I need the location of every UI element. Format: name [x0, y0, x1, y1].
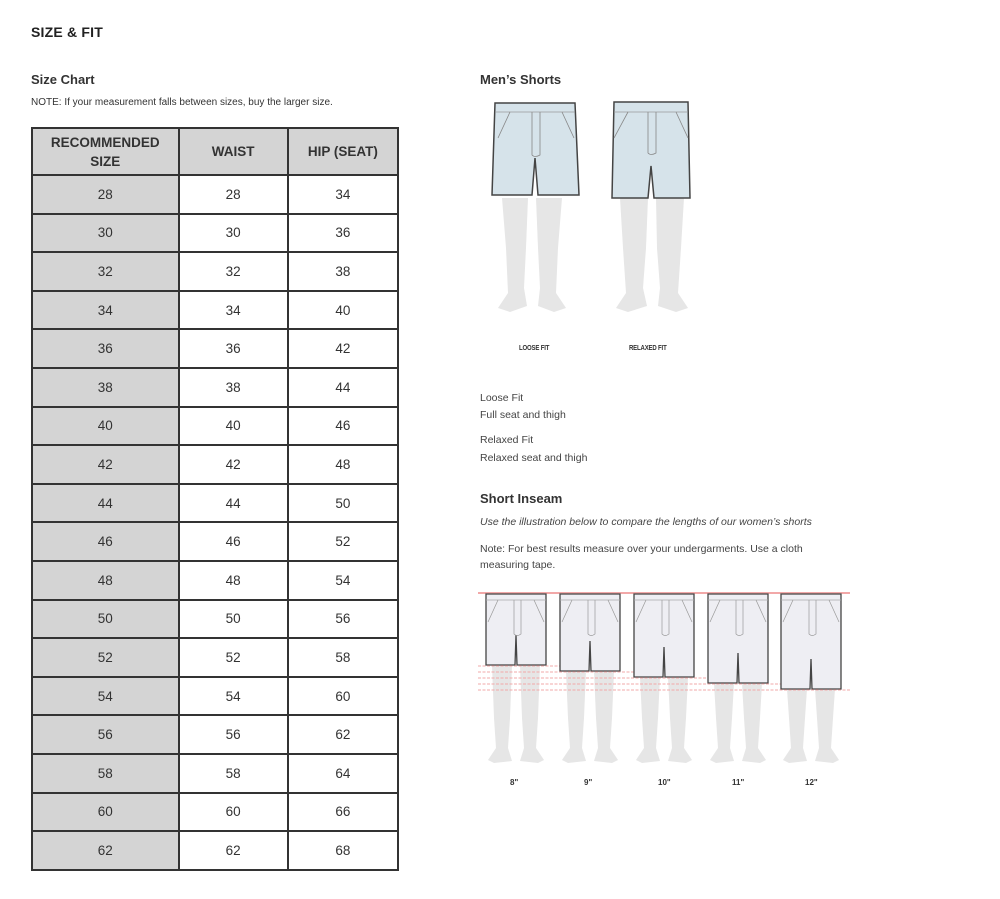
table-header-row [32, 128, 398, 175]
leg-silhouette [742, 683, 766, 763]
cell-hip: 40 [288, 291, 398, 330]
loose-shorts-icon [492, 103, 579, 195]
inseam-note: Note: For best results measure over your undergarments. Use a cloth measuring tape. [480, 543, 803, 571]
cell-waist: 40 [179, 407, 288, 446]
cell-hip: 36 [288, 214, 398, 253]
cell-recommended-size: 48 [32, 561, 179, 600]
cell-waist: 30 [179, 214, 288, 253]
cell-waist: 52 [179, 638, 288, 677]
cell-hip: 34 [288, 175, 398, 214]
cell-recommended-size: 40 [32, 407, 179, 446]
cell-hip: 52 [288, 522, 398, 561]
cell-hip: 64 [288, 754, 398, 793]
table-row [32, 561, 398, 600]
loose-fit-figure [492, 103, 579, 312]
cell-waist: 58 [179, 754, 288, 793]
leg-silhouette [710, 683, 734, 763]
cell-waist: 54 [179, 677, 288, 716]
leg-silhouette [562, 671, 586, 763]
cell-recommended-size: 50 [32, 600, 179, 639]
inseam-title: Short Inseam [480, 491, 563, 506]
table-row [32, 368, 398, 407]
inseam-instruction: Use the illustration below to compare the lengths of our women’s shorts [480, 516, 812, 528]
table-row [32, 407, 398, 446]
table-row [32, 522, 398, 561]
relaxed-fit-name: Relaxed Fit [480, 434, 534, 446]
header-label: RECOMMENDED SIZE [50, 134, 160, 169]
cell-waist: 50 [179, 600, 288, 639]
cell-waist: 48 [179, 561, 288, 600]
relaxed-shorts-icon [612, 102, 690, 198]
inseam-shorts-icon [486, 594, 546, 665]
cell-waist: 60 [179, 793, 288, 832]
cell-recommended-size: 32 [32, 252, 179, 291]
cell-recommended-size: 62 [32, 831, 179, 870]
leg-silhouette [520, 665, 544, 763]
leg-silhouette [783, 689, 807, 763]
cell-recommended-size: 46 [32, 522, 179, 561]
header-recommended-size [32, 128, 179, 175]
inseam-illustration [478, 588, 850, 768]
loose-fit-name: Loose Fit [480, 392, 524, 404]
table-row [32, 484, 398, 523]
cell-waist: 56 [179, 715, 288, 754]
cell-hip: 56 [288, 600, 398, 639]
cell-recommended-size: 44 [32, 484, 179, 523]
inseam-shorts-icon [781, 594, 841, 689]
mens-shorts-title: Men’s Shorts [480, 72, 562, 87]
size-chart-title: Size Chart [31, 72, 95, 87]
inseam-length-label: 12" [805, 778, 818, 787]
fit-illustrations [480, 98, 710, 328]
table-row [32, 291, 398, 330]
cell-waist: 36 [179, 329, 288, 368]
inseam-length-label: 9" [584, 778, 593, 787]
cell-recommended-size: 42 [32, 445, 179, 484]
table-row [32, 252, 398, 291]
table-row [32, 638, 398, 677]
header-hip: HIP (SEAT) [288, 128, 398, 175]
inseam-length-label: 11" [732, 778, 745, 787]
relaxed-fit-label: RELAXED FIT [629, 343, 667, 352]
legs-silhouette [498, 198, 566, 312]
cell-waist: 42 [179, 445, 288, 484]
cell-waist: 34 [179, 291, 288, 330]
cell-hip: 46 [288, 407, 398, 446]
cell-hip: 68 [288, 831, 398, 870]
cell-hip: 58 [288, 638, 398, 677]
leg-silhouette [815, 689, 839, 763]
cell-recommended-size: 56 [32, 715, 179, 754]
cell-waist: 44 [179, 484, 288, 523]
relaxed-fit-description: Relaxed seat and thigh [480, 452, 588, 464]
cell-recommended-size: 52 [32, 638, 179, 677]
cell-hip: 44 [288, 368, 398, 407]
cell-recommended-size: 58 [32, 754, 179, 793]
cell-recommended-size: 60 [32, 793, 179, 832]
table-row [32, 793, 398, 832]
table-row [32, 677, 398, 716]
table-row [32, 831, 398, 870]
cell-waist: 46 [179, 522, 288, 561]
cell-recommended-size: 28 [32, 175, 179, 214]
table-row [32, 175, 398, 214]
cell-waist: 28 [179, 175, 288, 214]
cell-recommended-size: 36 [32, 329, 179, 368]
cell-hip: 60 [288, 677, 398, 716]
cell-hip: 54 [288, 561, 398, 600]
cell-hip: 48 [288, 445, 398, 484]
cell-recommended-size: 34 [32, 291, 179, 330]
loose-fit-label: LOOSE FIT [519, 343, 550, 352]
table-row [32, 214, 398, 253]
table-row [32, 445, 398, 484]
cell-recommended-size: 30 [32, 214, 179, 253]
cell-recommended-size: 38 [32, 368, 179, 407]
table-row [32, 600, 398, 639]
table-row [32, 715, 398, 754]
inseam-length-label: 8" [510, 778, 519, 787]
header-waist: WAIST [179, 128, 288, 175]
cell-hip: 38 [288, 252, 398, 291]
loose-fit-description: Full seat and thigh [480, 409, 566, 421]
table-row [32, 329, 398, 368]
cell-waist: 32 [179, 252, 288, 291]
size-chart-note: NOTE: If your measurement falls between sizes, buy the larger size. [31, 97, 333, 108]
cell-hip: 42 [288, 329, 398, 368]
cell-recommended-size: 54 [32, 677, 179, 716]
cell-waist: 62 [179, 831, 288, 870]
cell-hip: 62 [288, 715, 398, 754]
page-title: SIZE & FIT [31, 24, 103, 40]
cell-hip: 66 [288, 793, 398, 832]
leg-silhouette [594, 671, 618, 763]
leg-silhouette [488, 665, 512, 763]
legs-silhouette [616, 198, 688, 312]
cell-waist: 38 [179, 368, 288, 407]
table-row [32, 754, 398, 793]
cell-hip: 50 [288, 484, 398, 523]
inseam-length-label: 10" [658, 778, 671, 787]
inseam-shorts-icon [560, 594, 620, 671]
size-chart-table [31, 127, 399, 871]
relaxed-fit-figure [612, 102, 690, 312]
